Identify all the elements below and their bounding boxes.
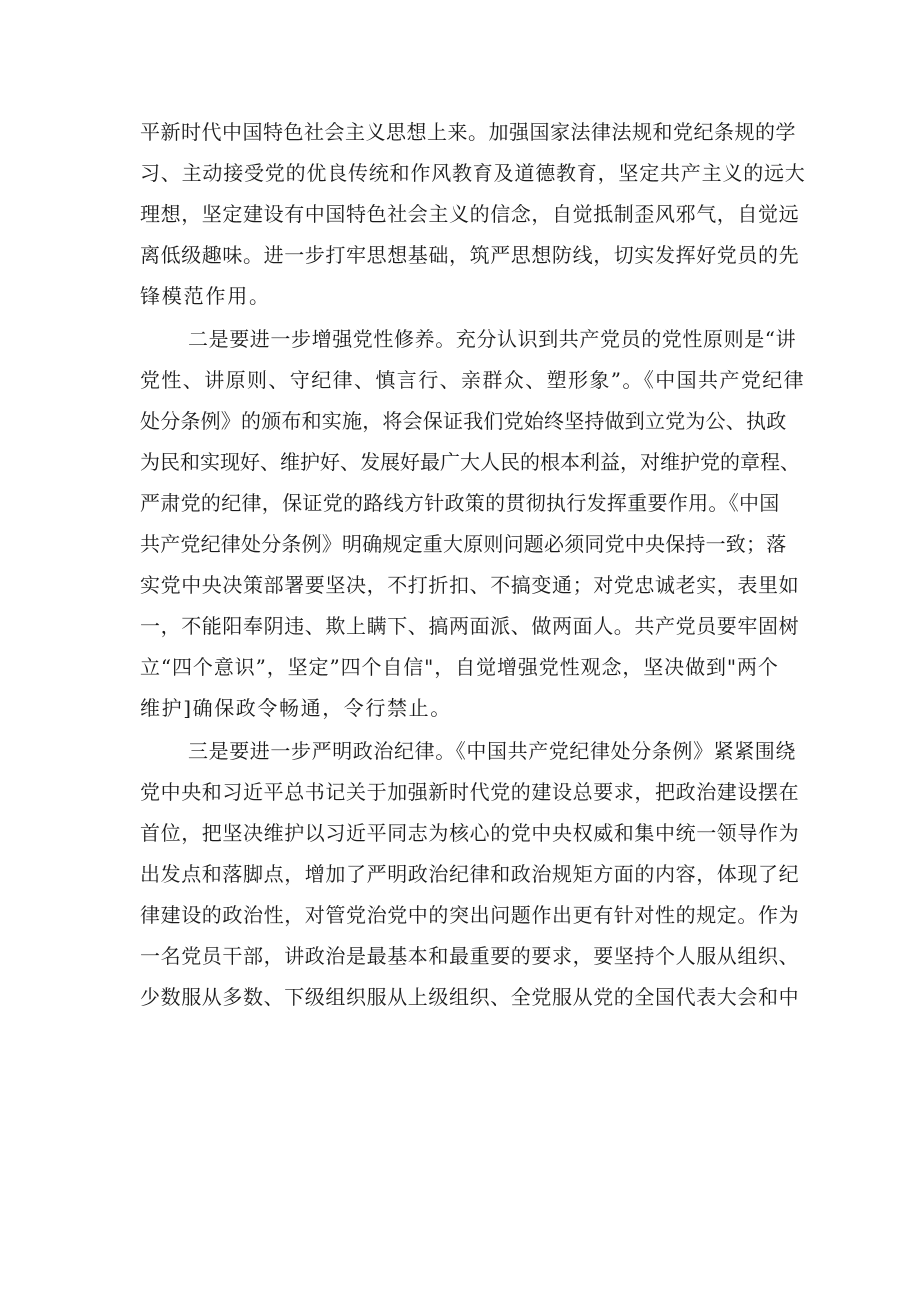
text-line: 一名党员干部，讲政治是最基本和最重要的要求，要坚持个人服从组织、 <box>140 944 800 968</box>
text-line: 少数服从多数、下级组织服从上级组织、全党服从党的全国代表大会和中 <box>140 985 800 1009</box>
text-line: 党中央和习近平总书记关于加强新时代党的建设总要求，把政治建设摆在 <box>140 780 800 804</box>
text-line: 维护]确保政令畅通，令行禁止。 <box>140 696 452 720</box>
text-line: 处分条例》的颁布和实施，将会保证我们党始终坚持做到立党为公、执政 <box>140 409 787 433</box>
text-line: 党性、讲原则、守纪律、慎言行、亲群众、塑形象”。《中国共产党纪律 <box>140 368 806 392</box>
text-line: 共产党纪律处分条例》明确规定重大原则问题必须同党中央保持一致；落 <box>140 532 787 556</box>
text-line: 三是要进一步严明政治纪律。《中国共产党纪律处分条例》紧紧围绕 <box>188 739 796 763</box>
text-line: 严肃党的纪律，保证党的路线方针政策的贯彻执行发挥重要作用。《中国 <box>140 491 780 515</box>
text-line: 出发点和落脚点，增加了严明政治纪律和政治规矩方面的内容，体现了纪 <box>140 862 800 886</box>
text-line: 离低级趣味。进一步打牢思想基础，筑严思想防线，切实发挥好党员的先 <box>140 243 800 267</box>
paragraph-3 <box>140 731 800 1018</box>
text-line: 平新时代中国特色社会主义思想上来。加强国家法律法规和党纪条规的学 <box>140 120 796 144</box>
text-line: 首位，把坚决维护以习近平同志为核心的党中央权威和集中统一领导作为 <box>140 821 800 845</box>
text-line: 习、主动接受党的优良传统和作风教育及道德教育，坚定共产主义的远大 <box>140 161 806 185</box>
text-line: 立“四个意识”，坚定”四个自信"，自觉增强党性观念，坚决做到"两个 <box>140 655 779 679</box>
paragraph-2 <box>140 319 806 729</box>
text-line: 理想，坚定建设有中国特色社会主义的信念，自觉抵制歪风邪气，自觉远 <box>140 202 800 226</box>
body-text <box>140 112 806 1018</box>
text-line: 锋模范作用。 <box>140 284 271 308</box>
paragraph-1 <box>140 112 806 317</box>
text-line: 律建设的政治性，对管党治党中的突出问题作出更有针对性的规定。作为 <box>140 903 800 927</box>
text-line: 二是要进一步增强党性修养。充分认识到共产党员的党性原则是“讲 <box>188 327 797 351</box>
text-line: 为民和实现好、维护好、发展好最广大人民的根本利益，对维护党的章程、 <box>140 450 800 474</box>
text-line: 一，不能阳奉阴违、欺上瞒下、搞两面派、做两面人。共产党员要牢固树 <box>140 614 800 638</box>
text-line: 实党中央决策部署要坚决，不打折扣、不搞变通；对党忠诚老实，表里如 <box>140 573 800 597</box>
